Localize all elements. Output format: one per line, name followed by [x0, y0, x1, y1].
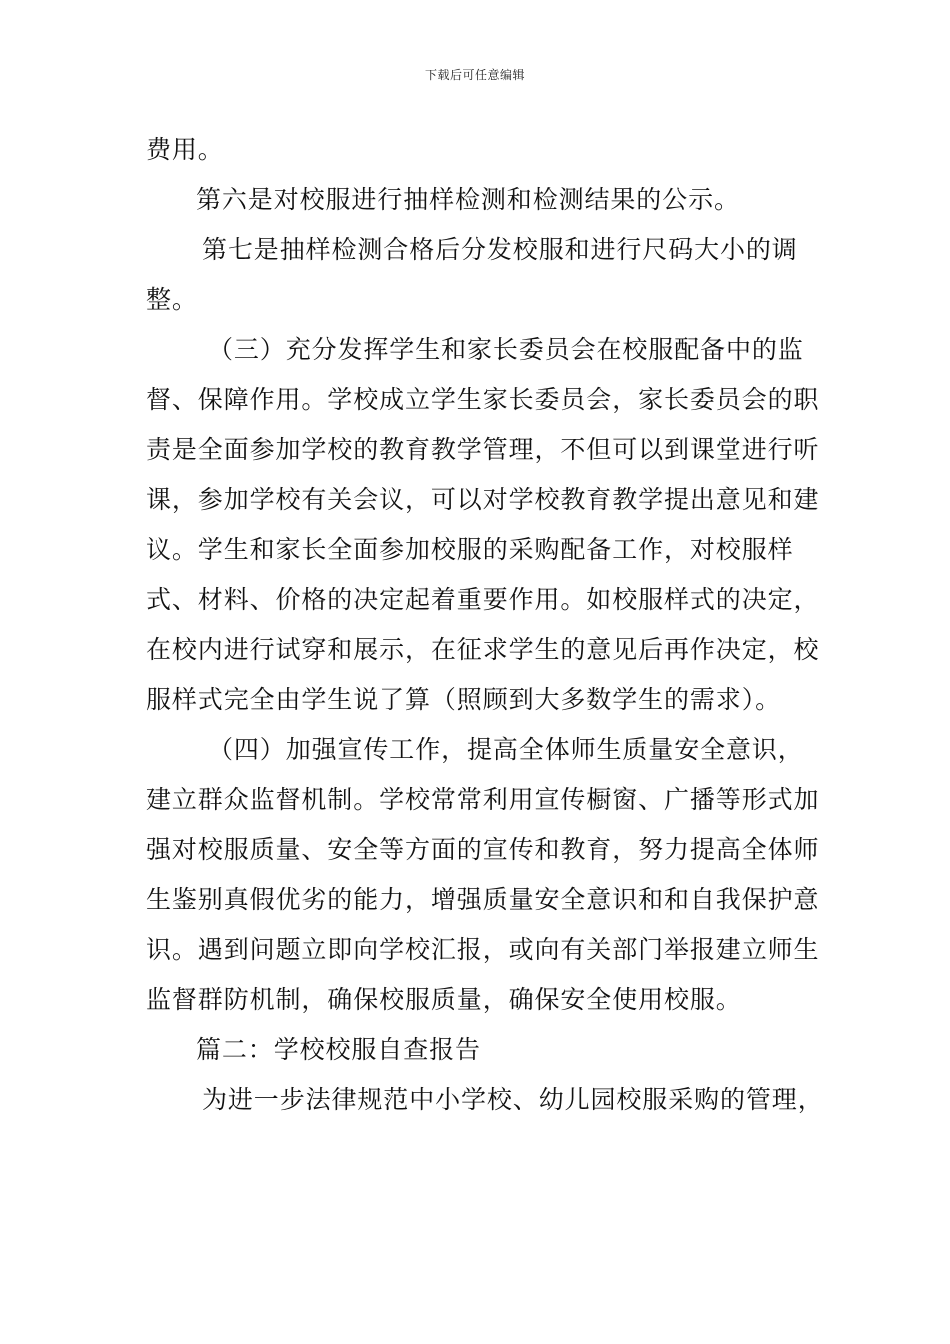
- paragraph-section-four: （四）加强宣传工作，提高全体师生质量安全意识，建立群众监督机制。学校常常利用宣传橱窗、广播等形式加强对校服质量、安全等方面的宣传和教育，努力提高全体师生鉴别真假优劣的能力，增强质量安全意识和和自我保护意识。遇到问题立即向学校汇报，或向有关部门举报建立师生监督群防机制，确保校服质量，确保安全使用校服。: [146, 735, 820, 1014]
- paragraph-step-six: 第六是对校服进行抽样检测和检测结果的公示。: [196, 185, 740, 214]
- page-header: 下载后可任意编辑: [424, 68, 525, 82]
- document-body: [146, 125, 826, 1125]
- paragraph-part-two-intro: 为进一步法律规范中小学校、幼儿园校服采购的管理，: [202, 1085, 824, 1114]
- paragraph-part-two-heading: 篇二：学校校服自查报告: [196, 1035, 481, 1064]
- paragraph-step-seven: 第七是抽样检测合格后分发校服和进行尺码大小的调整。: [146, 235, 798, 314]
- paragraph-fees: 费用。: [146, 135, 224, 164]
- paragraph-section-three: （三）充分发挥学生和家长委员会在校服配备中的监督、保障作用。学校成立学生家长委员会，家长委员会的职责是全面参加学校的教育教学管理，不但可以到课堂进行听课，参加学校有关会议，可以对学校教育教学提出意见和建议。学生和家长全面参加校服的采购配备工作，对校服样式、材料、价格的决定起着重要作用。如校服样式的决定，在校内进行试穿和展示，在征求学生的意见后再作决定，校服样式完全由学生说了算（照顾到大多数学生的需求）。: [146, 335, 820, 714]
